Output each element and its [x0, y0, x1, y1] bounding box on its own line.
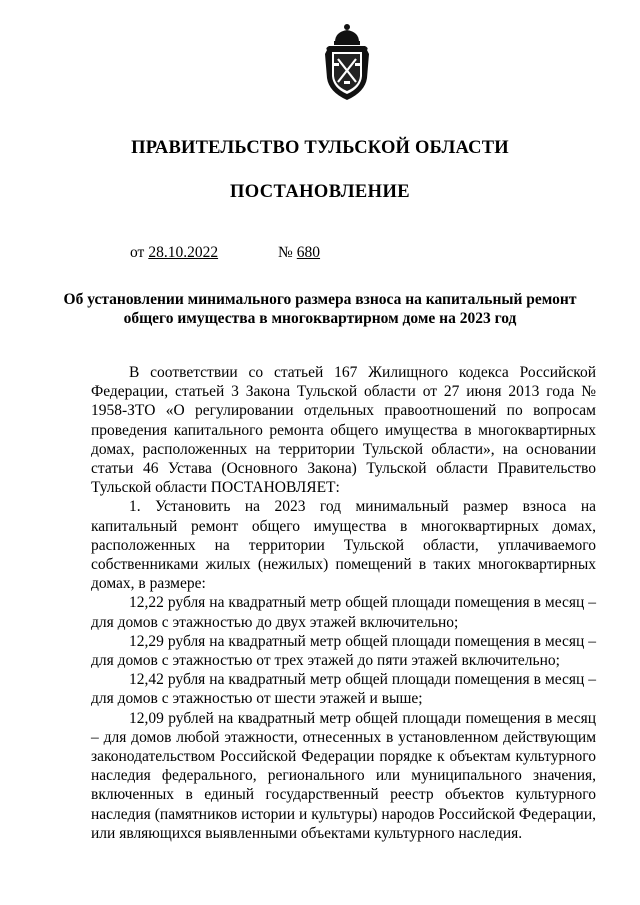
crown-base: [334, 41, 360, 45]
document-type: ПОСТАНОВЛЕНИЕ: [229, 182, 410, 202]
paragraph-rate-3: 12,42 рубля на квадратный метр общей площади помещения в месяц – для домов с этажностью от шести этажей и выше;: [91, 671, 596, 708]
crown-orb: [344, 24, 350, 30]
hammer-bottom: [344, 81, 350, 84]
date-value: 28.10.2022: [148, 244, 219, 261]
tula-coat-of-arms-icon: [321, 22, 373, 104]
document-body: [91, 363, 596, 843]
date-prefix: от: [130, 244, 145, 261]
document-subject: Об установлении минимального размера взноса на капитальный ремонт общего имущества в многоквартирном доме на 2023 год: [63, 291, 577, 327]
government-name: ПРАВИТЕЛЬСТВО ТУЛЬСКОЙ ОБЛАСТИ: [131, 138, 509, 158]
paragraph-preamble: В соответствии со статьей 167 Жилищного кодекса Российской Федерации, статьей 3 Закона Тульской области от 27 июня 2013 года № 1958-ЗТО «О регулировании отдельных правоотношений по вопросам проведения капитального ремонта общего имущества в многоквартирных домах, расположенных на территории Тульской области», на основании статьи 46 Устава (Основного Закона) Тульской области Правительство Тульской области ПОСТАНОВЛЯЕТ:: [91, 364, 596, 497]
paragraph-rate-2: 12,29 рубля на квадратный метр общей площади помещения в месяц – для домов с этажностью от трех этажей до пяти этажей включительно;: [91, 632, 596, 670]
number-value: 680: [296, 244, 321, 261]
number-prefix: №: [278, 244, 293, 261]
hammer-left: [333, 63, 339, 66]
document-number: [278, 244, 320, 262]
paragraph-rate-1: 12,22 рубля на квадратный метр общей площади помещения в месяц – для домов с этажностью до двух этажей включительно;: [91, 594, 596, 631]
crown-shape: [335, 30, 359, 42]
paragraph-item-1: 1. Установить на 2023 год минимальный размер взноса на капитальный ремонт общего имущества в многоквартирных домах, расположенных на территории Тульской области, уплачиваемого собственниками жилых (нежилых) помещений в таких многоквартирных домах, в размере:: [91, 498, 596, 593]
paragraph-rate-4: 12,09 рублей на квадратный метр общей площади помещения в месяц – для домов любой этажности, отнесенных в установленном действующим законодательством Российской Федерации порядке к объектам культурного наследия федерального, регионального или муниципального значения, включенных в единый государственный реестр объектов культурного наследия (памятников истории и культуры) народов Российской Федерации, или являющихся выявленными объектами культурного наследия.: [91, 709, 596, 842]
document-date: [130, 244, 218, 262]
hammer-right: [355, 63, 361, 66]
